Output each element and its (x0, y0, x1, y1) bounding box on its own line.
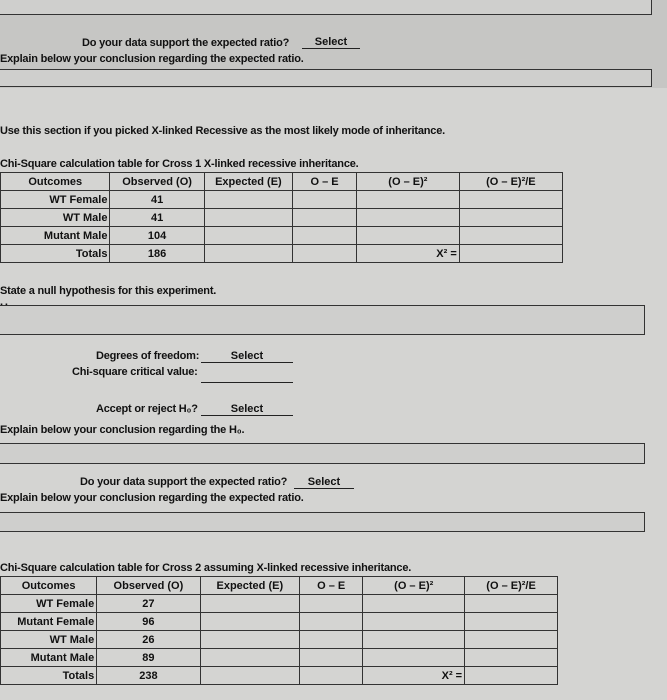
table-row (1, 595, 558, 613)
table-row (1, 667, 558, 685)
chi-square-label: X² = (363, 667, 465, 685)
o-minus-e-input[interactable] (300, 667, 363, 685)
observed-cell: 27 (97, 595, 200, 613)
chi-component-input[interactable] (459, 209, 562, 227)
o-minus-e-input[interactable] (300, 649, 363, 667)
observed-cell: 41 (110, 209, 204, 227)
header-outcomes: Outcomes (1, 577, 97, 595)
table-row (1, 613, 558, 631)
o-minus-e-input[interactable] (300, 613, 363, 631)
dof-label: Degrees of freedom: (96, 350, 200, 362)
o-minus-e-input[interactable] (300, 595, 363, 613)
outcome-cell: WT Female (1, 191, 110, 209)
o-minus-e-squared-input[interactable] (356, 209, 459, 227)
explain-ratio-2: Explain below your conclusion regarding the expected ratio. (0, 492, 304, 504)
o-minus-e-squared-input[interactable] (356, 191, 459, 209)
o-minus-e-input[interactable] (300, 631, 363, 649)
o-minus-e-input[interactable] (293, 209, 357, 227)
expected-input[interactable] (200, 613, 299, 631)
support-select-2[interactable]: Select (294, 476, 354, 489)
outcome-cell: Mutant Female (1, 613, 97, 631)
expected-input[interactable] (200, 667, 299, 685)
critical-value-input[interactable] (201, 368, 293, 383)
h0-answer-box[interactable] (0, 305, 645, 335)
o-minus-e-input[interactable] (293, 227, 357, 245)
o-minus-e-input[interactable] (293, 191, 357, 209)
header-o-minus-e: O – E (293, 173, 357, 191)
header-chi-component: (O – E)²/E (459, 173, 562, 191)
table-row (1, 227, 563, 245)
o-minus-e-squared-input[interactable] (363, 613, 465, 631)
chi-square-table-1 (0, 172, 563, 263)
chi-component-input[interactable] (465, 613, 558, 631)
support-select-1[interactable]: Select (302, 36, 360, 49)
header-o-minus-e-squared: (O – E)² (356, 173, 459, 191)
observed-cell: 238 (97, 667, 200, 685)
header-observed: Observed (O) (110, 173, 204, 191)
expected-input[interactable] (204, 209, 292, 227)
observed-cell: 41 (110, 191, 204, 209)
dof-select[interactable]: Select (201, 350, 293, 363)
table-row (1, 209, 563, 227)
table-header-row (1, 173, 563, 191)
expected-input[interactable] (200, 595, 299, 613)
expected-input[interactable] (200, 649, 299, 667)
header-o-minus-e-squared: (O – E)² (363, 577, 465, 595)
chi-component-input[interactable] (459, 227, 562, 245)
support-question-1: Do your data support the expected ratio? (82, 37, 290, 49)
outcome-cell: Totals (1, 245, 110, 263)
outcome-cell: WT Male (1, 209, 110, 227)
header-expected: Expected (E) (204, 173, 292, 191)
expected-input[interactable] (200, 631, 299, 649)
chi-square-label: X² = (356, 245, 459, 263)
observed-cell: 96 (97, 613, 200, 631)
table2-caption: Chi-Square calculation table for Cross 2 assuming X-linked recessive inheritance. (0, 562, 412, 574)
observed-cell: 104 (110, 227, 204, 245)
chi-square-total-input[interactable] (459, 245, 562, 263)
chi-component-input[interactable] (465, 649, 558, 667)
table-row (1, 245, 563, 263)
xlinked-heading: Use this section if you picked X-linked Recessive as the most likely mode of inheritance. (0, 125, 445, 137)
null-hypothesis-prompt: State a null hypothesis for this experiment. (0, 285, 217, 297)
accept-reject-label: Accept or reject H₀? (96, 403, 198, 415)
expected-input[interactable] (204, 245, 292, 263)
table-row (1, 631, 558, 649)
o-minus-e-squared-input[interactable] (363, 595, 465, 613)
observed-cell: 89 (97, 649, 200, 667)
header-observed: Observed (O) (97, 577, 200, 595)
observed-cell: 186 (110, 245, 204, 263)
explain-ratio-box-2[interactable] (0, 512, 645, 532)
header-expected: Expected (E) (200, 577, 299, 595)
accept-reject-select[interactable]: Select (201, 403, 293, 416)
o-minus-e-squared-input[interactable] (363, 649, 465, 667)
chi-square-table-2 (0, 576, 558, 685)
table-row (1, 191, 563, 209)
o-minus-e-squared-input[interactable] (356, 227, 459, 245)
expected-input[interactable] (204, 227, 292, 245)
header-chi-component: (O – E)²/E (465, 577, 558, 595)
top-answer-box-edge[interactable] (0, 0, 652, 15)
chi-component-input[interactable] (459, 191, 562, 209)
o-minus-e-squared-input[interactable] (363, 631, 465, 649)
chi-component-input[interactable] (465, 595, 558, 613)
chi-component-input[interactable] (465, 631, 558, 649)
chi-square-total-input[interactable] (465, 667, 558, 685)
critical-value-label: Chi-square critical value: (72, 366, 198, 378)
table1-caption: Chi-Square calculation table for Cross 1 X-linked recessive inheritance. (0, 158, 359, 170)
outcome-cell: Mutant Male (1, 227, 110, 245)
explain-h0: Explain below your conclusion regarding the H₀. (0, 424, 245, 436)
outcome-cell: Mutant Male (1, 649, 97, 667)
table-header-row (1, 577, 558, 595)
explain-h0-box[interactable] (0, 443, 645, 464)
expected-input[interactable] (204, 191, 292, 209)
explain-ratio-1: Explain below your conclusion regarding the expected ratio. (0, 53, 304, 65)
outcome-cell: WT Male (1, 631, 97, 649)
support-question-2: Do your data support the expected ratio? (80, 476, 288, 488)
header-outcomes: Outcomes (1, 173, 110, 191)
header-o-minus-e: O – E (300, 577, 363, 595)
outcome-cell: Totals (1, 667, 97, 685)
o-minus-e-input[interactable] (293, 245, 357, 263)
observed-cell: 26 (97, 631, 200, 649)
outcome-cell: WT Female (1, 595, 97, 613)
table-row (1, 649, 558, 667)
explain-ratio-box-1[interactable] (0, 69, 652, 87)
